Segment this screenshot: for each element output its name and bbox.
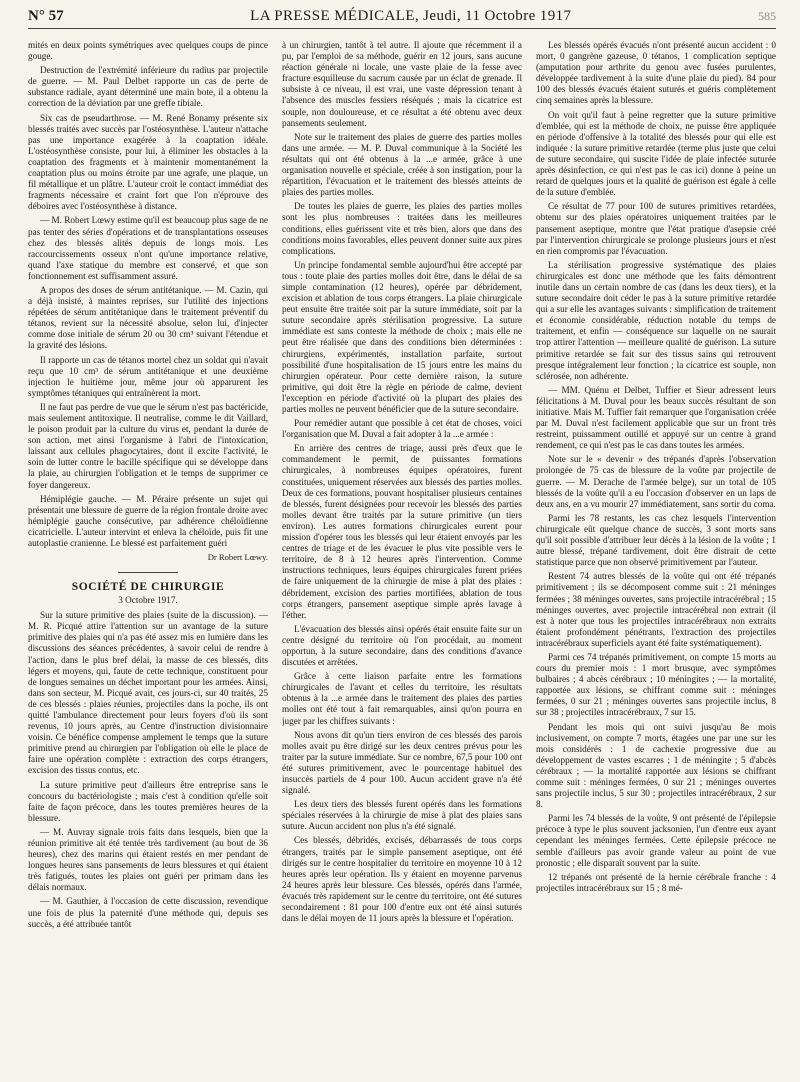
paragraph: Restent 74 autres blessés de la voûte qui ont été trépanés primitivement ; ils se décomposent comme suit : 21 méninges fermées ; 38 méninges ouvertes, sans projectile intracérébral ; 15 méninges ouvertes, avec projectile intracérébral non extrait (il est à noter que tous les projectiles intracérébraux non extraits étaient profondément pénétrants, l'extraction des projectiles intracérébraux superficiels ayant été faite systématiquement).: [536, 571, 776, 648]
paragraph: Ces blessés, débridés, excisés, débarrassés de tous corps étrangers, traités par le simple pansement aseptique, ont été dirigés sur le centre hospitalier du territoire en moyenne 10 à 12 heures après leur opération. Ils y étaient en moyenne parvenus 24 heures après leur blessure. Ces blessés, opérés dans l'armée, évacués très rapidement sur le centre du territoire, ont été sutures secondairement : 81 pour 100 d'entre eux ont été ainsi suturés dans le délai moyen de 11 jours après la blessure et l'opération.: [282, 835, 522, 924]
paragraph: 12 trépanés ont présenté de la hernie cérébrale franche : 4 projectiles intracérébraux sur 15 ; 8 mé-: [536, 871, 776, 893]
section-date: 3 Octobre 1917.: [118, 595, 178, 606]
paragraph: — M. Robert Lœwy estime qu'il est beaucoup plus sage de ne pas tenter des séries d'opérations et de transplantations osseuses chez des blessés alités depuis de longs mois. Les raccourcissements osseux n'ont qu'une importance relative, quand l'axe statique du membre est conservé, et que son fonctionnement est suffisamment assuré.: [28, 215, 268, 281]
paragraph: A propos des doses de sérum antitétanique. — M. Cazin, qui a déjà insisté, à maintes reprises, sur l'utilité des injections répétées de sérum antitétanique dans le traitement préventif du tétanos, revient sur la nécessité absolue, selon lui, d'injecter comme dose initiale de sérum 20 ou 30 cm³ suivant l'étendue et la gravité des lésions.: [28, 284, 268, 351]
paragraph: — M. Gauthier, à l'occasion de cette discussion, revendique une fois de plus la paternité d'une méthode qui, depuis ses succès, a été attribuée tantôt: [28, 896, 268, 929]
paragraph: Destruction de l'extrémité inférieure du radius par projectile de guerre. — M. Paul Delbet rapporte un cas de perte de substance radiale, ayant déterminé une main bote, il a obtenu la correction de la déviation par une greffe tibiale.: [28, 65, 268, 109]
paragraph: Parmi les 78 restants, les cas chez lesquels l'intervention chirurgicale eût quelque chance de succès, 3 sont morts sans qu'il soit possible d'attribuer leur décès à la lésion de la voûte ; 1 autre blessé, trépané tardivement, doit être distrait de cette statistique parce que non observé primitivement par l'auteur.: [536, 512, 776, 568]
paragraph: En arrière des centres de triage, aussi près d'eux que le commandement le permit, de puissantes formations chirurgicales, à nombreuses équipes opératoires, furent constituées, uniquement réservées aux blessés des parties molles. Deux de ces formations, pouvant hospitaliser plusieurs centaines de blessés, furent désignées pour recevoir les blessés des parties molles devant être traités par la suture primitive (un tiers environ). Les autres formations chirurgicales eurent pour mission d'opérer tous les blessés qui leur étaient envoyés par les centres de triage et de les évacuer le plus vite possible vers le territoire, de 8 à 12 heures après l'intervention. Comme instructions techniques, leurs équipes chirurgicales furent priées de faire uniquement de la chirurgie de mise à plat des plaies : débridement, excision des parties mortifiées, ablation de tous corps étrangers, pansement aseptique simple après lavage à l'éther.: [282, 443, 522, 620]
paragraph: Les deux tiers des blessés furent opérés dans les formations spéciales réservées à la chirurgie de mise à plat des plaies sans suture. Aucun accident non plus n'a été signalé.: [282, 799, 522, 832]
paragraph: Pour remédier autant que possible à cet état de choses, voici l'organisation que M. Duval a fait adopter à la ...e armée :: [282, 418, 522, 440]
page-header: [28, 4, 776, 29]
paragraph: — MM. Quénu et Delbet, Tuffier et Sieur adressent leurs félicitations à M. Duval pour les beaux succès résultant de son initiative. Mais M. Tuffier fait remarquer que l'organisation créée par M. Duval n'est facilement applicable que sur un front très restreint, puissamment outillé et appuyé sur un centre à grand rendement, ce qui n'est pas le cas dans toutes les armées.: [536, 384, 776, 451]
text-columns: [28, 40, 776, 1076]
section-divider: [118, 572, 178, 573]
column-3: [536, 40, 776, 1076]
paragraph: Il ne faut pas perdre de vue que le sérum n'est pas bactéricide, mais seulement antitoxique. Il neutralise, comme le dit Vaillard, le poison produit par la culture du virus et, pendant la durée de son action, met ainsi l'organisme à l'abri de l'intoxication, laissant aux cellules phagocytaires, dont il excite l'activité, le soin de lutter contre le bacille spécifique qui se développe dans la plaie, au chirurgien l'obligation et le temps de supprimer ce foyer dangereux.: [28, 401, 268, 490]
paragraph: Grâce à cette liaison parfaite entre les formations chirurgicales de l'avant et celles du territoire, les résultats obtenus à la ...e armée dans le traitement des plaies des parties molles ont été tout à fait remarquables, ainsi qu'on pourra en juger par les chiffres suivants :: [282, 671, 522, 726]
paragraph: Parmi les 74 blessés de la voûte, 9 ont présenté de l'épilepsie précoce à type le plus souvent jacksonien, l'un d'entre eux ayant cependant les méninges fermées. Cette épilepsie précoce ne semble d'ailleurs pas avoir grande valeur au point de vue pronostic ; elle disparaît souvent par la suite.: [536, 813, 776, 868]
paragraph: Sur la suture primitive des plaies (suite de la discussion). — M. R. Picqué attire l'attention sur un avantage de la suture primitive des plaies qui n'a pas été assez mis en lumière dans les discussions des séances précédentes, à savoir celui de rendre à l'action, dans le plus bref délai, la masse de ces blessés, dits légers et moyens, qui, faute de cette technique, constituent pour de longues semaines un déchet important pour les armées. Ainsi, dans son secteur, M. Picqué avait, ces jours-ci, sur 40 traités, 25 de ces blessés : plaies réunies, projectiles dans la poche, ils ont quitté l'ambulance directement pour leurs foyers d'où ils sont revenus, 10 jours après, au Centre d'instruction divisionnaire voisin. Ce bénéfice compense amplement le temps que la suture primitive prend au chirurgien par l'obligation où elle le place de faire une opération complète : extraction des corps étrangers, excision des tissus contus, etc.: [28, 610, 268, 776]
column-1: [28, 40, 268, 1076]
paragraph: La suture primitive peut d'ailleurs être entreprise sans le concours du bactériologiste ; mais c'est à condition qu'elle soit faite de façon précoce, dans les toutes premières heures de la blessure.: [28, 779, 268, 823]
paragraph: La stérilisation progressive systématique des plaies chirurgicales est donc une méthode que les faits démontrent inutile dans un certain nombre de cas (dans les deux tiers), et la suture secondaire doit céder le pas à la suture primitive retardée qui a sur elle les avantages suivants : simplification de traitement et économie considérable, réduction notable du temps de traitement, et enfin — conséquence sur laquelle on ne saurait trop attirer l'attention — meilleure qualité de guérison. La suture primitive retardée se fait sur des tissus sains qui retrouvent presque intégralement leur fonction ; la cicatrice est souple, non sclérosée, non adhérente.: [536, 259, 776, 381]
paragraph: Parmi ces 74 trépanés primitivement, on compte 15 morts au cours du premier mois : 1 mort brusque, avec symptômes bulbaires ; 4 abcès cérébraux ; 10 méningites ; — la mortalité, rapportée aux lésions, se chiffrant comme suit : méninges fermées, 0 sur 21 ; méninges ouvertes sans projectile inclus, 8 sur 38 ; projectiles intracérébraux, 7 sur 15.: [536, 651, 776, 718]
signature: Dr Robert Lœwy.: [207, 552, 268, 563]
paragraph: Six cas de pseudarthrose. — M. René Bonamy présente six blessés traités avec succès par l'ostéosynthèse. L'auteur n'attache pas une importance exagérée à la coaptation idéale. L'ostéosynthèse consiste, pour lui, à éliminer les obstacles à la coaptation des fragments et à maintenir momentanément la coaptation plus ou moins étroite par une agrafe, une plaque, un fil métallique et un plâtre. L'auteur croit le contact immédiat des fragments nécessaire et craint fort que l'on n'éprouve des déboires avec l'ostéosynthèse à distance.: [28, 112, 268, 212]
paragraph: Les blessés opérés évacués n'ont présenté aucun accident : 0 mort, 0 gangrène gazeuse, 0 tétanos, 1 complication septique (amputation pour arthrite du genou avec fusées purulentes, développée tardivement à la suite d'une plaie du pied). 84 pour 100 des blessés évacués étaient suturés et guéris complètement cinq semaines après la blessure.: [536, 40, 776, 106]
issue-number: N° 57: [28, 7, 64, 24]
paragraph: mités en deux points symétriques avec quelques coups de pince gouge.: [28, 40, 268, 62]
paragraph: Ce résultat de 77 pour 100 de sutures primitives retardées, obtenu sur des plaies opératoires uniquement traitées par le pansement aseptique, montre que l'état pratique d'asepsie créé par l'intervention chirurgicale se prolonge plusieurs jours et n'est en rien compromis par l'évacuation.: [536, 201, 776, 256]
paragraph: Il rapporte un cas de tétanos mortel chez un soldat qui n'avait reçu que 10 cm³ de sérum antitétanique et une deuxième injection le huitième jour, même jour où apparurent les symptômes tétaniques qui entraînèrent la mort.: [28, 354, 268, 398]
paragraph: Note sur le traitement des plaies de guerre des parties molles dans une armée. — M. P. Duval communique à la Société les résultats qui ont été obtenus à la ...e armée, grâce à une organisation nouvelle et spéciale, créée à son instigation, pour la répartition, l'évacuation et le traitement des blessés atteints de plaies des parties molles.: [282, 131, 522, 198]
section-title: SOCIÉTÉ DE CHIRURGIE: [71, 581, 225, 594]
paragraph: Un principe fondamental semble aujourd'hui être accepté par tous : toute plaie des parties molles doit être, dans le délai de sa simple contamination (12 heures), opérée par débridement, excision et ablation de tous corps étrangers. La plaie chirurgicale peut ensuite être traitée soit par la suture immédiate, soit par la suture secondaire après stérilisation progressive. La suture immédiate est sans conteste la méthode de choix ; mais elle ne peut être réalisée que dans des conditions bien déterminées : chirurgiens, expérimentés, installation parfaite, surtout possibilité d'une hospitalisation de 15 jours entre les mains du chirurgien opérateur. Pour cette dernière raison, la suture primitive, qui doit être la règle en période de calme, devient l'exception en période d'activité où la plupart des plaies des parties molles ne peuvent bénéficier que de la suture secondaire.: [282, 259, 522, 414]
paragraph: — M. Auvray signale trois faits dans lesquels, bien que la réunion primitive ait été tentée très tardivement (au bout de 36 heures), chez des marins qui étaient restés en mer pendant de longues heures sans pansements de leurs blessures et qui étaient très fatigués, toutes les plaies ont guéri per primam dans les délais normaux.: [28, 826, 268, 893]
paragraph: Pendant les mois qui ont suivi jusqu'au 8e mois inclusivement, on compte 7 morts, étagées une par une sur les mois considérés : 1 de cachexie progressive due au développement de vastes escarres ; 1 de méningite ; 5 d'abcès cérébraux ; — la mortalité rapportée aux lésions se chiffrant comme suit : méninges fermées, 0 sur 21 ; méninges ouvertes sans projectile inclus, 5 sur 30 ; projectiles intracérébraux, 2 sur 8.: [536, 721, 776, 810]
paragraph: L'évacuation des blessés ainsi opérés était ensuite faite sur un centre désigné du territoire où l'on procédait, au moment opportun, à la suture secondaire, dans des conditions d'avance discutées et arrêtées.: [282, 623, 522, 668]
page-number: 585: [757, 8, 776, 23]
journal-title: LA PRESSE MÉDICALE, Jeudi, 11 Octobre 1917: [250, 7, 572, 24]
paragraph: Note sur le « devenir » des trépanés d'après l'observation prolongée de 75 cas de blessure de la voûte par projectile de guerre. — M. Derache de l'armée belge), sur un total de 105 blessés de la voûte qu'il a eu l'occasion d'observer en un laps de deux ans, en a vu mourir 27 immédiatement, sans sortir du coma.: [536, 454, 776, 509]
paragraph: De toutes les plaies de guerre, les plaies des parties molles sont les plus nombreuses : traitées dans les meilleures conditions, elles guérissent vite et très bien, alors que dans des conditions moins favorables, elles peuvent donner suite aux pires complications.: [282, 201, 522, 256]
paragraph: On voit qu'il faut à peine regretter que la suture primitive d'emblée, qui est la méthode de choix, ne puisse être appliquée en période d'offensive à la totalité des blessés pour qui elle est indiquée : la suture primitive retardée (terme plus juste que celui de suture secondaire, qui suscite l'idée de plaie infectée suturée après désinfection, ce qui n'est pas le cas ici) donne à peine un retard de quelques jours et la qualité de guérison est égale à celle de la suture d'emblée.: [536, 109, 776, 198]
paragraph: Hémiplégie gauche. — M. Péraire présente un sujet qui présentait une blessure de guerre de la région frontale droite avec hémiplégie gauche consécutive, par adhérence chéloïdienne cicatricielle. L'auteur intervint et enleva la chéloïde, puis fit une autoplastie cranienne. Le blessé est parfaitement guéri: [28, 493, 268, 549]
column-2: [282, 40, 522, 1076]
paragraph: Nous avons dit qu'un tiers environ de ces blessés des parois molles avait pu être dirigé sur les deux centres prévus pour les traiter par la suture immédiate. Sur ce nombre, 67,5 pour 100 ont été sutures primitivement, avec le pourcentage habituel des insuccès partiels de 4 pour 100. Aucun accident grave n'a été signalé.: [282, 729, 522, 796]
paragraph: à un chirurgien, tantôt à tel autre. Il ajoute que récemment il a pu, par l'emploi de sa méthode, guérir en 12 jours, sans aucune réaction générale ni locale, une vaste plaie de la fesse avec fracture esquilleuse du sacrum causée par un éclat de grenade. Il subsiste à ce niveau, il est vrai, une vaste dépression tenant à l'absence des muscles fessiers réséqués ; mais la cicatrice est souple, non douloureuse, et ce résultat a été obtenu avec deux pansements seulement.: [282, 40, 522, 128]
